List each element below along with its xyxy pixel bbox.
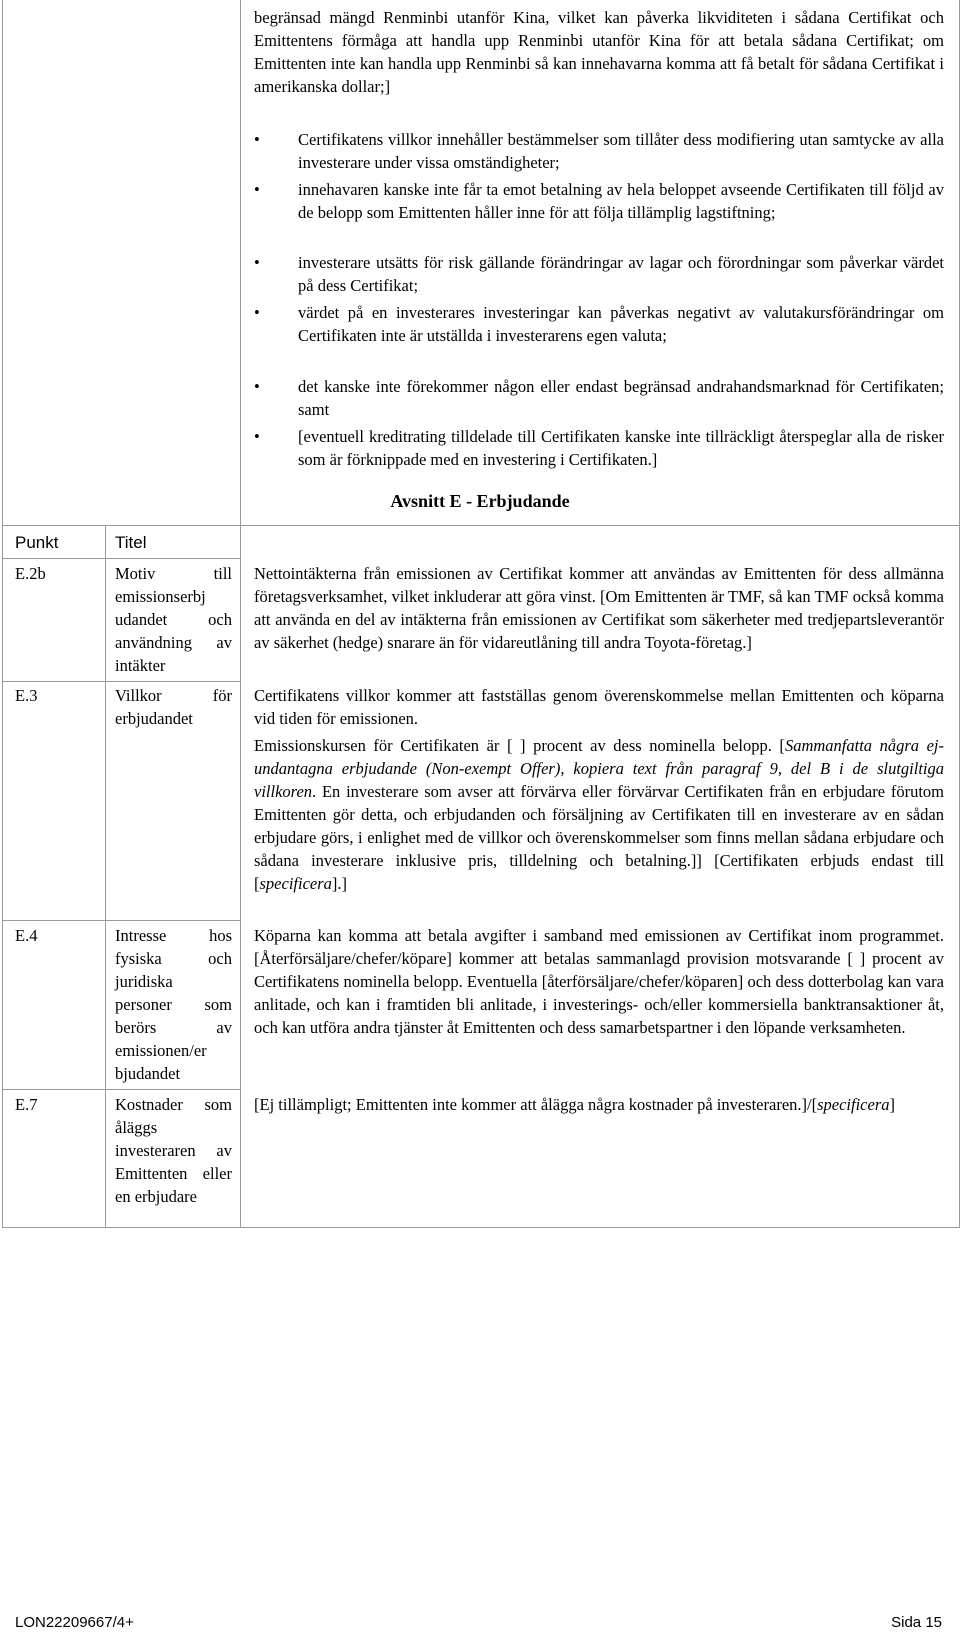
bullet-text: det kanske inte förekommer någon eller endast begränsad andrahandsmarknad för Certifikaten; samt — [298, 377, 944, 419]
bullet-icon: • — [254, 180, 260, 199]
row-e3-border — [2, 681, 240, 682]
row-content: Köparna kan komma att betala avgifter i samband med emissionen av Certifikat inom programmet. [Återförsäljare/chefer/köpare] kommer att betalas sammanlagd provision motsvarande [ ] procent av Certifikatens nominella belopp. Eventuella [återförsäljare/chefer/köparen] och dess dotterbolag kan vara anlitade, och kan i framtiden bli anlitade, i investerings- och/eller kommersiella banktransaktioner åt, och kan utföra andra tjänster åt Emittenten och dess samarbetspartner i den löpande verksamheten. — [254, 926, 944, 1037]
bullet-text: värdet på en investerares investeringar kan påverkas negativt av valutakursförändringar om Certifikaten inte är utställda i investerarens egen valuta; — [298, 303, 944, 345]
offer-text: . En investerare som avser att förvärva eller förvärvar Certifikaten från en erbjudare förutom Emittenten gör detta, och erbjudanden och försäljning av Certifikaten till en investerare av en sådan erbjudare görs, i enlighet med de villkor och överenskommelser som finns mellan sådana erbjudare och sådana investerare inklusive pris, tilldelning och betalning.]] [Certifikaten erbjuds endast till [ — [254, 782, 944, 893]
row-number: E.3 — [15, 686, 38, 705]
divider-title-content — [240, 0, 241, 1227]
section-heading: Avsnitt E - Erbjudande — [390, 491, 570, 511]
bullet-item — [254, 251, 944, 297]
row-content: Nettointäkterna från emissionen av Certifikat kommer att användas av Emittenten för dess allmänna företagsverksamhet, vilket inkluderar att göra vinst. [Om Emittenten är TMF, så kan TMF också komma att använda en del av intäkterna från emissionen av Certifikat som säkerheter med tredjepartsleverantör av säkerhet (hedge) snarare än för vidareutlåning till andra Toyota-företag.] — [254, 564, 944, 652]
bullet-icon: • — [254, 253, 260, 272]
row-content-offer — [254, 734, 944, 895]
row-number: E.7 — [15, 1095, 38, 1114]
row-e7-border — [2, 1089, 240, 1090]
offer-text-italic: specificera — [259, 874, 332, 893]
page-number: Sida 15 — [891, 1614, 942, 1631]
row-title: Intresse hos fysiska och juridiska personer som berörs av emissionen/er bjudandet — [115, 926, 232, 1083]
column-header-titel: Titel — [115, 533, 147, 552]
divider-num-title — [105, 525, 106, 1227]
cost-text-italic: specificera — [817, 1095, 890, 1114]
bullet-text: innehavaren kanske inte får ta emot betalning av hela beloppet avseende Certifikaten till följd av de belopp som Emittenten håller inne för att följa tillämplig lagstiftning; — [298, 180, 944, 222]
row-content: Certifikatens villkor kommer att fastställas genom överenskommelse mellan Emittenten och köparna vid tiden för emissionen. — [254, 686, 944, 728]
bullet-icon: • — [254, 303, 260, 322]
bullet-icon: • — [254, 130, 260, 149]
risk-paragraph-continued: begränsad mängd Renminbi utanför Kina, vilket kan påverka likviditeten i sådana Certifikat och Emittentens förmåga att handla upp Renminbi utanför Kina för att betala sådana Certifikat; om Emittenten inte kan handla upp Renminbi så kan innehavarna komma att få betalt för sådana Certifikat i amerikanska dollar;] — [254, 8, 944, 96]
bullet-item — [254, 301, 944, 347]
bullet-item — [254, 425, 944, 471]
cost-text: ] — [889, 1095, 895, 1114]
bullet-icon: • — [254, 427, 260, 446]
row-title: Motiv till emissionserbj udandet och användning av intäkter — [115, 564, 232, 675]
bullet-text: investerare utsätts för risk gällande förändringar av lagar och förordningar som påverkar värdet på dess Certifikat; — [298, 253, 944, 295]
document-reference: LON22209667/4+ — [15, 1614, 134, 1631]
bullet-text: Certifikatens villkor innehåller bestämmelser som tillåter dess modifiering utan samtycke av alla investerare under vissa omständigheter; — [298, 130, 944, 172]
table-bottom-border — [2, 1227, 960, 1228]
column-header-punkt: Punkt — [15, 533, 59, 552]
bullet-item — [254, 128, 944, 174]
offer-text: Emissionskursen för Certifikaten är [ ] procent av dess nominella belopp. [ — [254, 736, 785, 755]
upper-section-bottom-border — [2, 525, 240, 526]
row-title: Villkor för erbjudandet — [115, 686, 232, 728]
row-content — [254, 1093, 944, 1116]
bullet-icon: • — [254, 377, 260, 396]
bullet-item — [254, 375, 944, 421]
bullet-item — [254, 178, 944, 224]
cost-text: [Ej tillämpligt; Emittenten inte kommer att ålägga några kostnader på investeraren.]/[ — [254, 1095, 818, 1114]
bullet-text: [eventuell kreditrating tilldelade till Certifikaten kanske inte tillräckligt återspeglar alla de risker som är förknippade med en investering i Certifikaten.] — [298, 427, 944, 469]
offer-text-italic: Sammanfatta några ej-undantagna erbjudande (Non-exempt Offer), kopiera text från paragraf 9, del B i de slutgiltiga villkoren — [254, 736, 944, 801]
outer-left-border — [2, 0, 3, 1227]
right-header-border — [240, 525, 960, 526]
offer-text: ].] — [331, 874, 348, 893]
row-title: Kostnader som åläggs investeraren av Emittenten eller en erbjudare — [115, 1095, 232, 1206]
row-e4-border — [2, 920, 240, 921]
row-number: E.2b — [15, 564, 46, 583]
header-row-border — [2, 558, 240, 559]
row-number: E.4 — [15, 926, 38, 945]
